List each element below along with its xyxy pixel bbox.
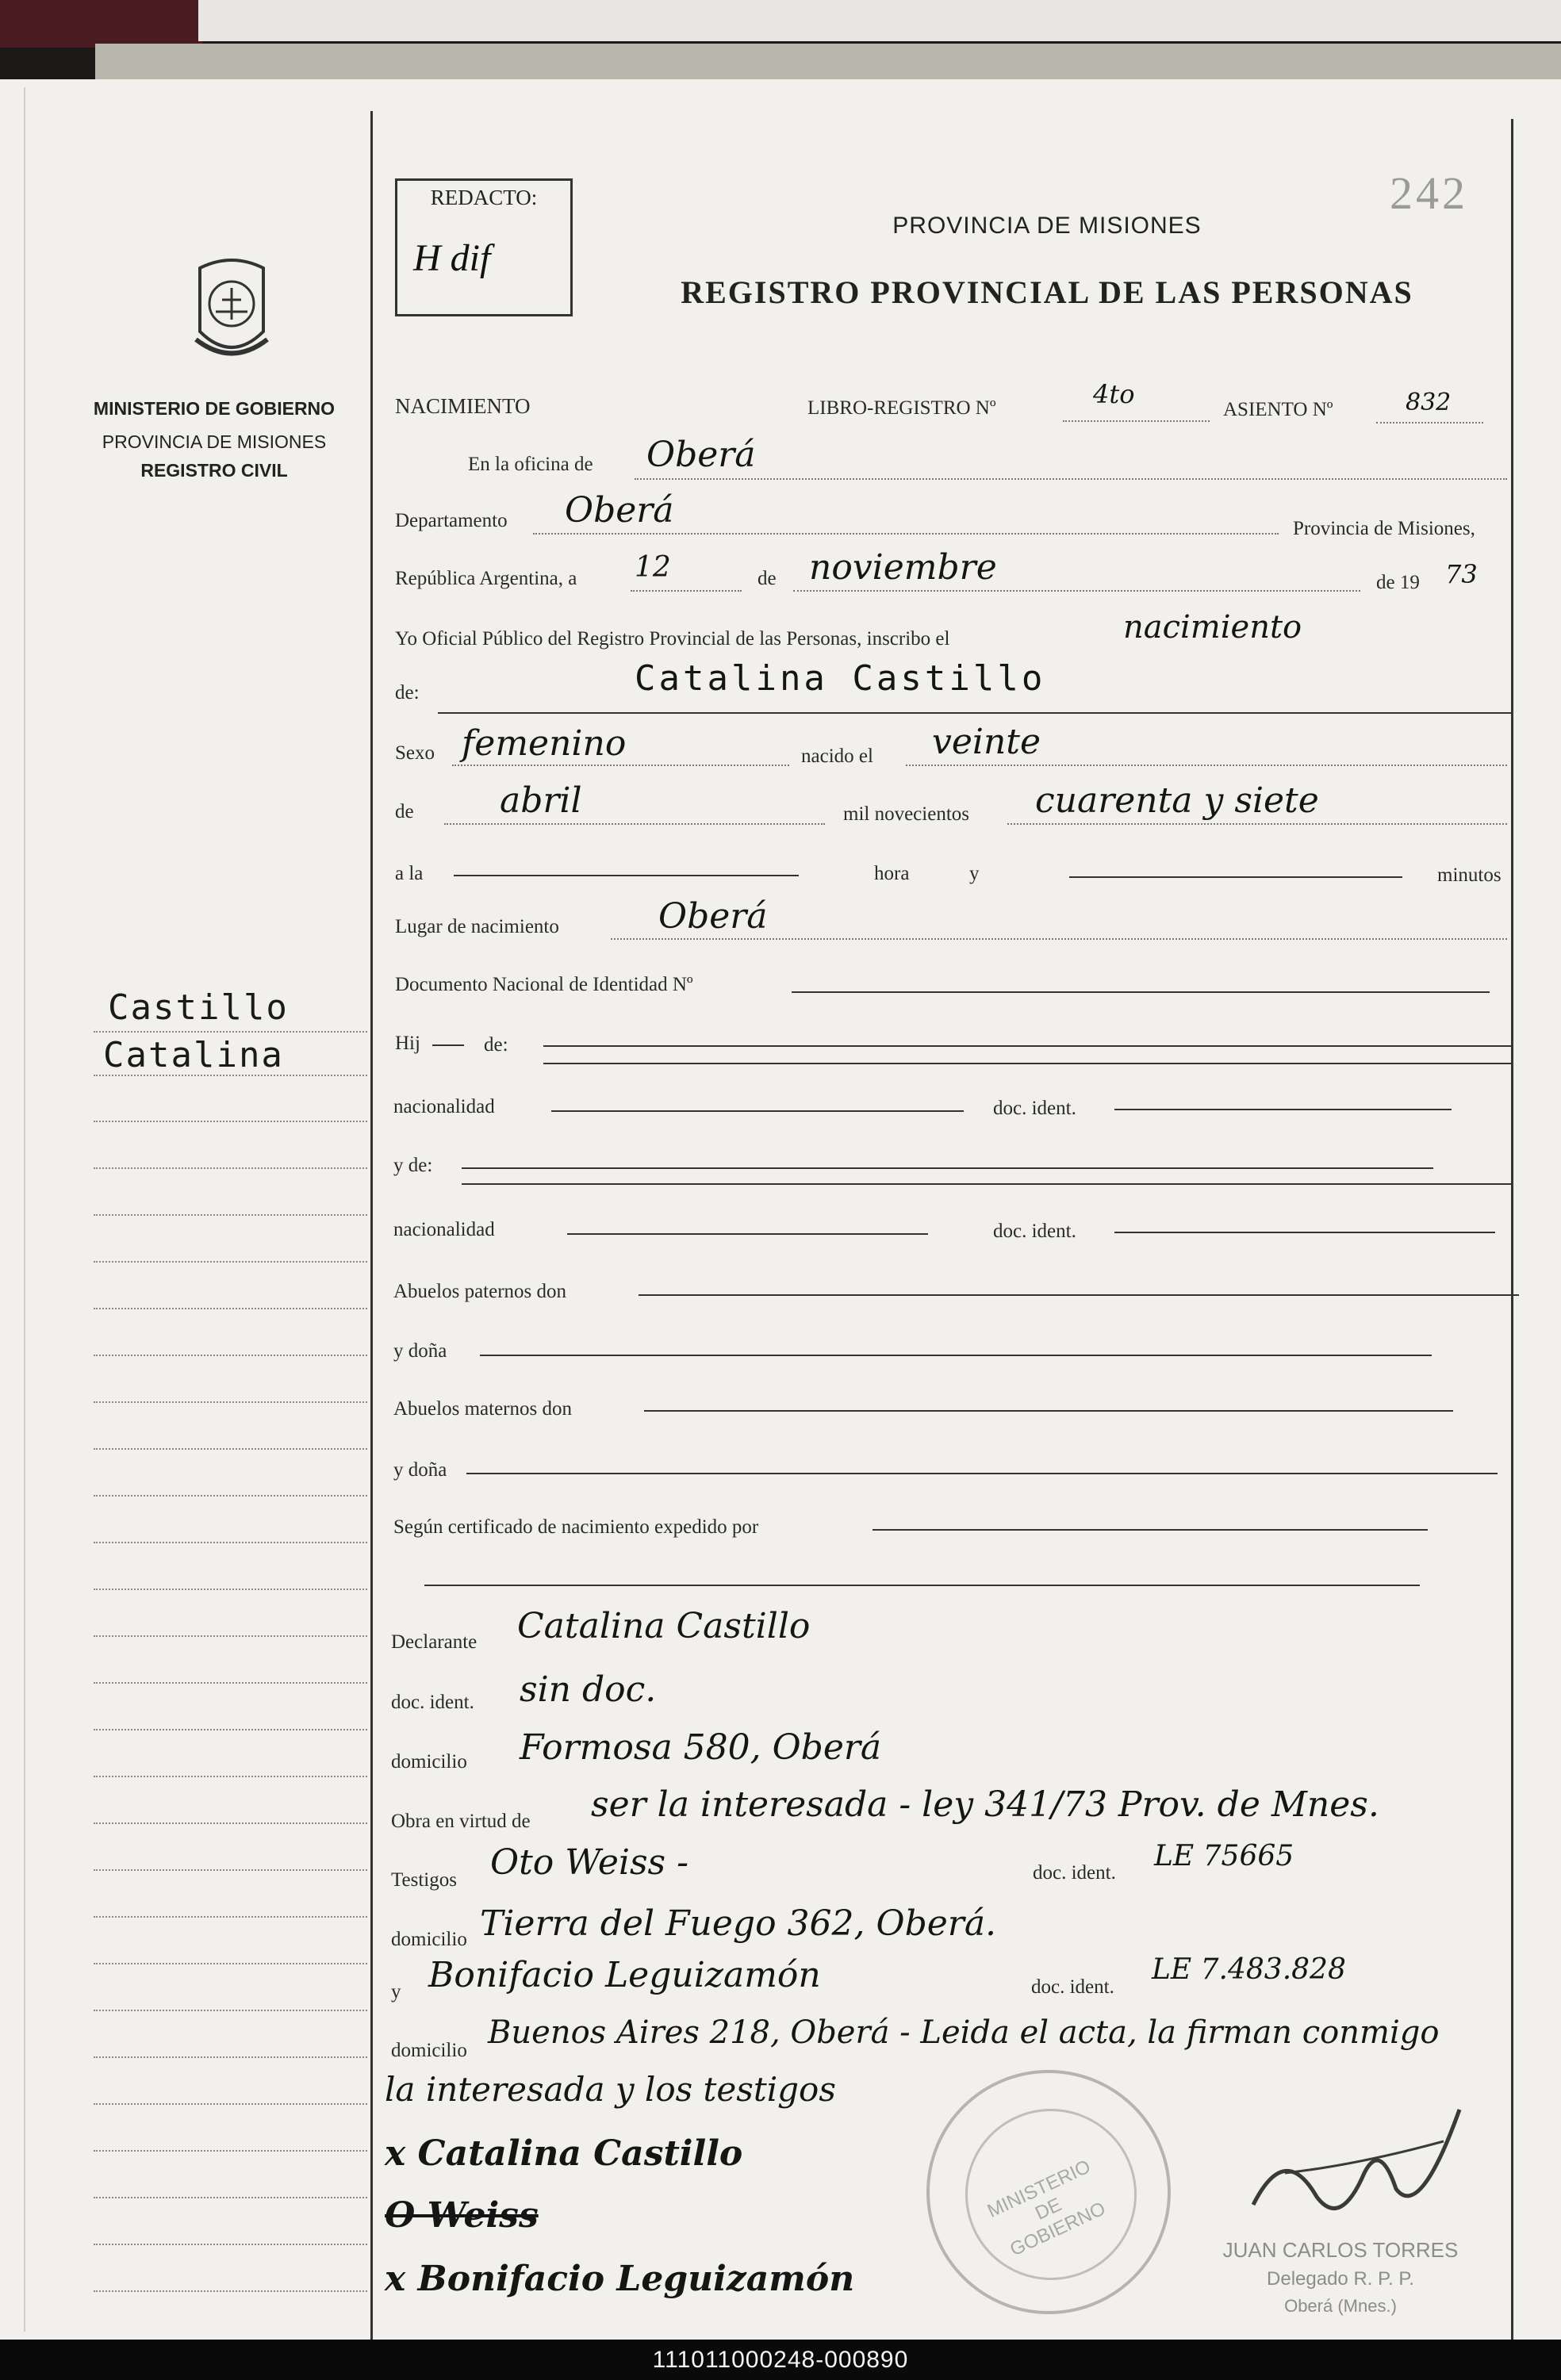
dia-value: 12 xyxy=(635,551,671,584)
abuelos-paternos-line xyxy=(639,1294,1519,1296)
nacionalidad1-label: nacionalidad xyxy=(393,1096,495,1117)
oficina-value: Oberá xyxy=(646,435,756,475)
asiento-label: ASIENTO Nº xyxy=(1223,399,1333,420)
departamento-line xyxy=(533,533,1279,535)
anio-label: de 19 xyxy=(1376,572,1420,593)
nombre-value: Catalina Castillo xyxy=(635,658,1046,699)
book-binding xyxy=(95,44,1561,83)
doc-ident1-label: doc. ident. xyxy=(993,1098,1076,1119)
lugar-value: Oberá xyxy=(658,896,768,937)
declarante-value: Catalina Castillo xyxy=(517,1606,811,1646)
minutos-label: minutos xyxy=(1437,864,1502,886)
nacionalidad1-line xyxy=(551,1110,964,1112)
ministry-province: PROVINCIA DE MISIONES xyxy=(102,431,327,452)
abuelos-paternos-label: Abuelos paternos don xyxy=(393,1281,567,1302)
asiento-line xyxy=(1376,422,1483,423)
domicilio-decl-value: Formosa 580, Oberá xyxy=(520,1727,882,1768)
minutos-line xyxy=(1069,876,1402,878)
testigo1-dom-value: Tierra del Fuego 362, Oberá. xyxy=(480,1903,997,1944)
doc-ident2-label: doc. ident. xyxy=(993,1221,1076,1242)
segun-label: Según certificado de nacimiento expedido por xyxy=(393,1516,759,1538)
dia-line xyxy=(631,590,742,592)
nombre-line xyxy=(438,712,1513,714)
libro-value: 4to xyxy=(1093,379,1135,409)
segun-line-2 xyxy=(424,1585,1420,1586)
previous-sheet-edge xyxy=(198,0,1561,41)
redacto-label: REDACTO: xyxy=(430,186,538,209)
y-t2-label: y xyxy=(391,1981,401,2002)
doc-ident1-line xyxy=(1114,1109,1452,1110)
anio-value: 73 xyxy=(1445,559,1478,589)
nacido-anio-value: cuarenta y siete xyxy=(1035,780,1319,821)
mes-value: noviembre xyxy=(809,547,997,588)
obra-label: Obra en virtud de xyxy=(391,1811,531,1832)
mes-line xyxy=(793,590,1360,592)
redacto-value: H dif xyxy=(413,237,491,279)
hijo-label: Hij xyxy=(395,1033,420,1054)
departamento-value: Oberá xyxy=(565,490,674,531)
libro-label: LIBRO-REGISTRO Nº xyxy=(807,397,996,419)
testigo2-dom-value: Buenos Aires 218, Oberá - Leida el acta, la firman conmigo xyxy=(488,2014,1440,2051)
testigo2-doc-value: LE 7.483.828 xyxy=(1152,1953,1346,1986)
testigos-label: Testigos xyxy=(391,1869,457,1891)
asiento-value: 832 xyxy=(1406,389,1452,416)
domicilio1-label: domicilio xyxy=(391,1751,467,1773)
yo-oficial-label: Yo Oficial Público del Registro Provincial de las Personas, inscribo el xyxy=(395,628,950,650)
tipo-value: nacimiento xyxy=(1123,609,1302,646)
y-dona2-line xyxy=(466,1473,1498,1474)
nacionalidad2-label: nacionalidad xyxy=(393,1219,495,1240)
departamento-label: Departamento xyxy=(395,510,508,531)
de-label: de xyxy=(757,568,777,589)
hijo-line xyxy=(543,1045,1511,1047)
nacido-dia-value: veinte xyxy=(932,722,1041,762)
ministry-registry: REGISTRO CIVIL xyxy=(140,460,288,481)
obra-value: ser la interesada - ley 341/73 Prov. de Mnes. xyxy=(591,1784,1379,1825)
segun-line xyxy=(873,1529,1428,1531)
abuelos-maternos-line xyxy=(644,1410,1453,1412)
y-label: y xyxy=(969,863,980,884)
mil-label: mil novecientos xyxy=(843,803,969,825)
ministry-title: MINISTERIO DE GOBIERNO xyxy=(93,398,336,419)
province-title: PROVINCIA DE MISIONES xyxy=(892,213,1202,239)
testigo2-value: Bonifacio Leguizamón xyxy=(428,1955,821,1995)
cierre-value: la interesada y los testigos xyxy=(385,2070,836,2109)
doc-t2-label: doc. ident. xyxy=(1031,1976,1114,1998)
margin-given-name: Catalina xyxy=(103,1035,284,1075)
domicilio3-label: domicilio xyxy=(391,2040,467,2061)
lugar-line xyxy=(611,938,1507,940)
delegado-signature-icon xyxy=(1237,2094,1475,2236)
y-dona1-line xyxy=(480,1355,1432,1356)
nacido-mes-value: abril xyxy=(500,780,582,821)
sexo-line xyxy=(452,765,789,766)
oficina-line xyxy=(635,478,1507,480)
book-spine xyxy=(0,0,202,48)
lugar-label: Lugar de nacimiento xyxy=(395,916,559,937)
republica-label: República Argentina, a xyxy=(395,568,577,589)
y-dona2-label: y doña xyxy=(393,1459,447,1481)
declarante-label: Declarante xyxy=(391,1631,478,1653)
left-margin-column xyxy=(24,87,370,2332)
firma-testigo1: O Weiss xyxy=(385,2195,539,2236)
sexo-value: femenino xyxy=(462,723,627,764)
y-de-label: y de: xyxy=(393,1155,433,1176)
archive-id: 111011000248-000890 xyxy=(652,2346,909,2373)
nacido-label: nacido el xyxy=(801,745,873,767)
mes-nac-line xyxy=(444,823,825,825)
margin-surname: Castillo xyxy=(108,987,289,1028)
abuelos-maternos-label: Abuelos maternos don xyxy=(393,1398,572,1420)
province-seal-icon xyxy=(184,252,279,371)
nacionalidad2-line xyxy=(567,1233,928,1235)
mes-nac-label: de xyxy=(395,801,414,822)
y-de-line-2 xyxy=(462,1183,1513,1185)
registry-title: REGISTRO PROVINCIAL DE LAS PERSONAS xyxy=(681,274,1413,310)
archive-id-bar xyxy=(0,2340,1561,2380)
folio-number: 242 xyxy=(1390,167,1468,219)
delegado-place: Oberá (Mnes.) xyxy=(1284,2296,1397,2316)
a-la-label: a la xyxy=(395,863,424,884)
nombre-label: de: xyxy=(395,682,420,703)
hora-label: hora xyxy=(874,863,910,884)
stamp-text: MINISTERIO DE GOBIERNO xyxy=(984,2156,1109,2261)
doc-ident2-line xyxy=(1114,1232,1495,1233)
libro-line xyxy=(1063,420,1210,422)
hijo-line-2 xyxy=(543,1063,1511,1064)
testigo1-doc-value: LE 75665 xyxy=(1154,1840,1294,1872)
sexo-label: Sexo xyxy=(395,742,435,764)
delegado-name: JUAN CARLOS TORRES xyxy=(1222,2238,1459,2262)
doc-decl-value: sin doc. xyxy=(520,1669,657,1710)
provincia-label: Provincia de Misiones, xyxy=(1293,518,1475,539)
hijo-suffix-line xyxy=(432,1044,464,1046)
doc-t1-label: doc. ident. xyxy=(1033,1862,1116,1884)
y-dona1-label: y doña xyxy=(393,1340,447,1362)
testigo1-value: Oto Weiss - xyxy=(490,1842,688,1883)
anio-nac-line xyxy=(1007,823,1507,825)
firma-testigo2: x Bonifacio Leguizamón xyxy=(385,2259,855,2299)
hijo-de-label: de: xyxy=(484,1034,508,1056)
redacto-box xyxy=(395,178,573,316)
official-stamp xyxy=(926,2070,1171,2314)
firma-interesada: x Catalina Castillo xyxy=(385,2133,743,2174)
doc-decl-label: doc. ident. xyxy=(391,1692,474,1713)
domicilio2-label: domicilio xyxy=(391,1929,467,1950)
y-de-line xyxy=(462,1167,1433,1169)
dni-line xyxy=(792,991,1490,993)
right-border-line xyxy=(1511,119,1513,2340)
dni-label: Documento Nacional de Identidad Nº xyxy=(395,974,693,995)
nacido-line xyxy=(906,765,1507,766)
delegado-role: Delegado R. P. P. xyxy=(1267,2268,1414,2290)
nacimiento-label: NACIMIENTO xyxy=(395,394,531,418)
oficina-label: En la oficina de xyxy=(468,454,593,475)
hora-line xyxy=(454,875,799,876)
